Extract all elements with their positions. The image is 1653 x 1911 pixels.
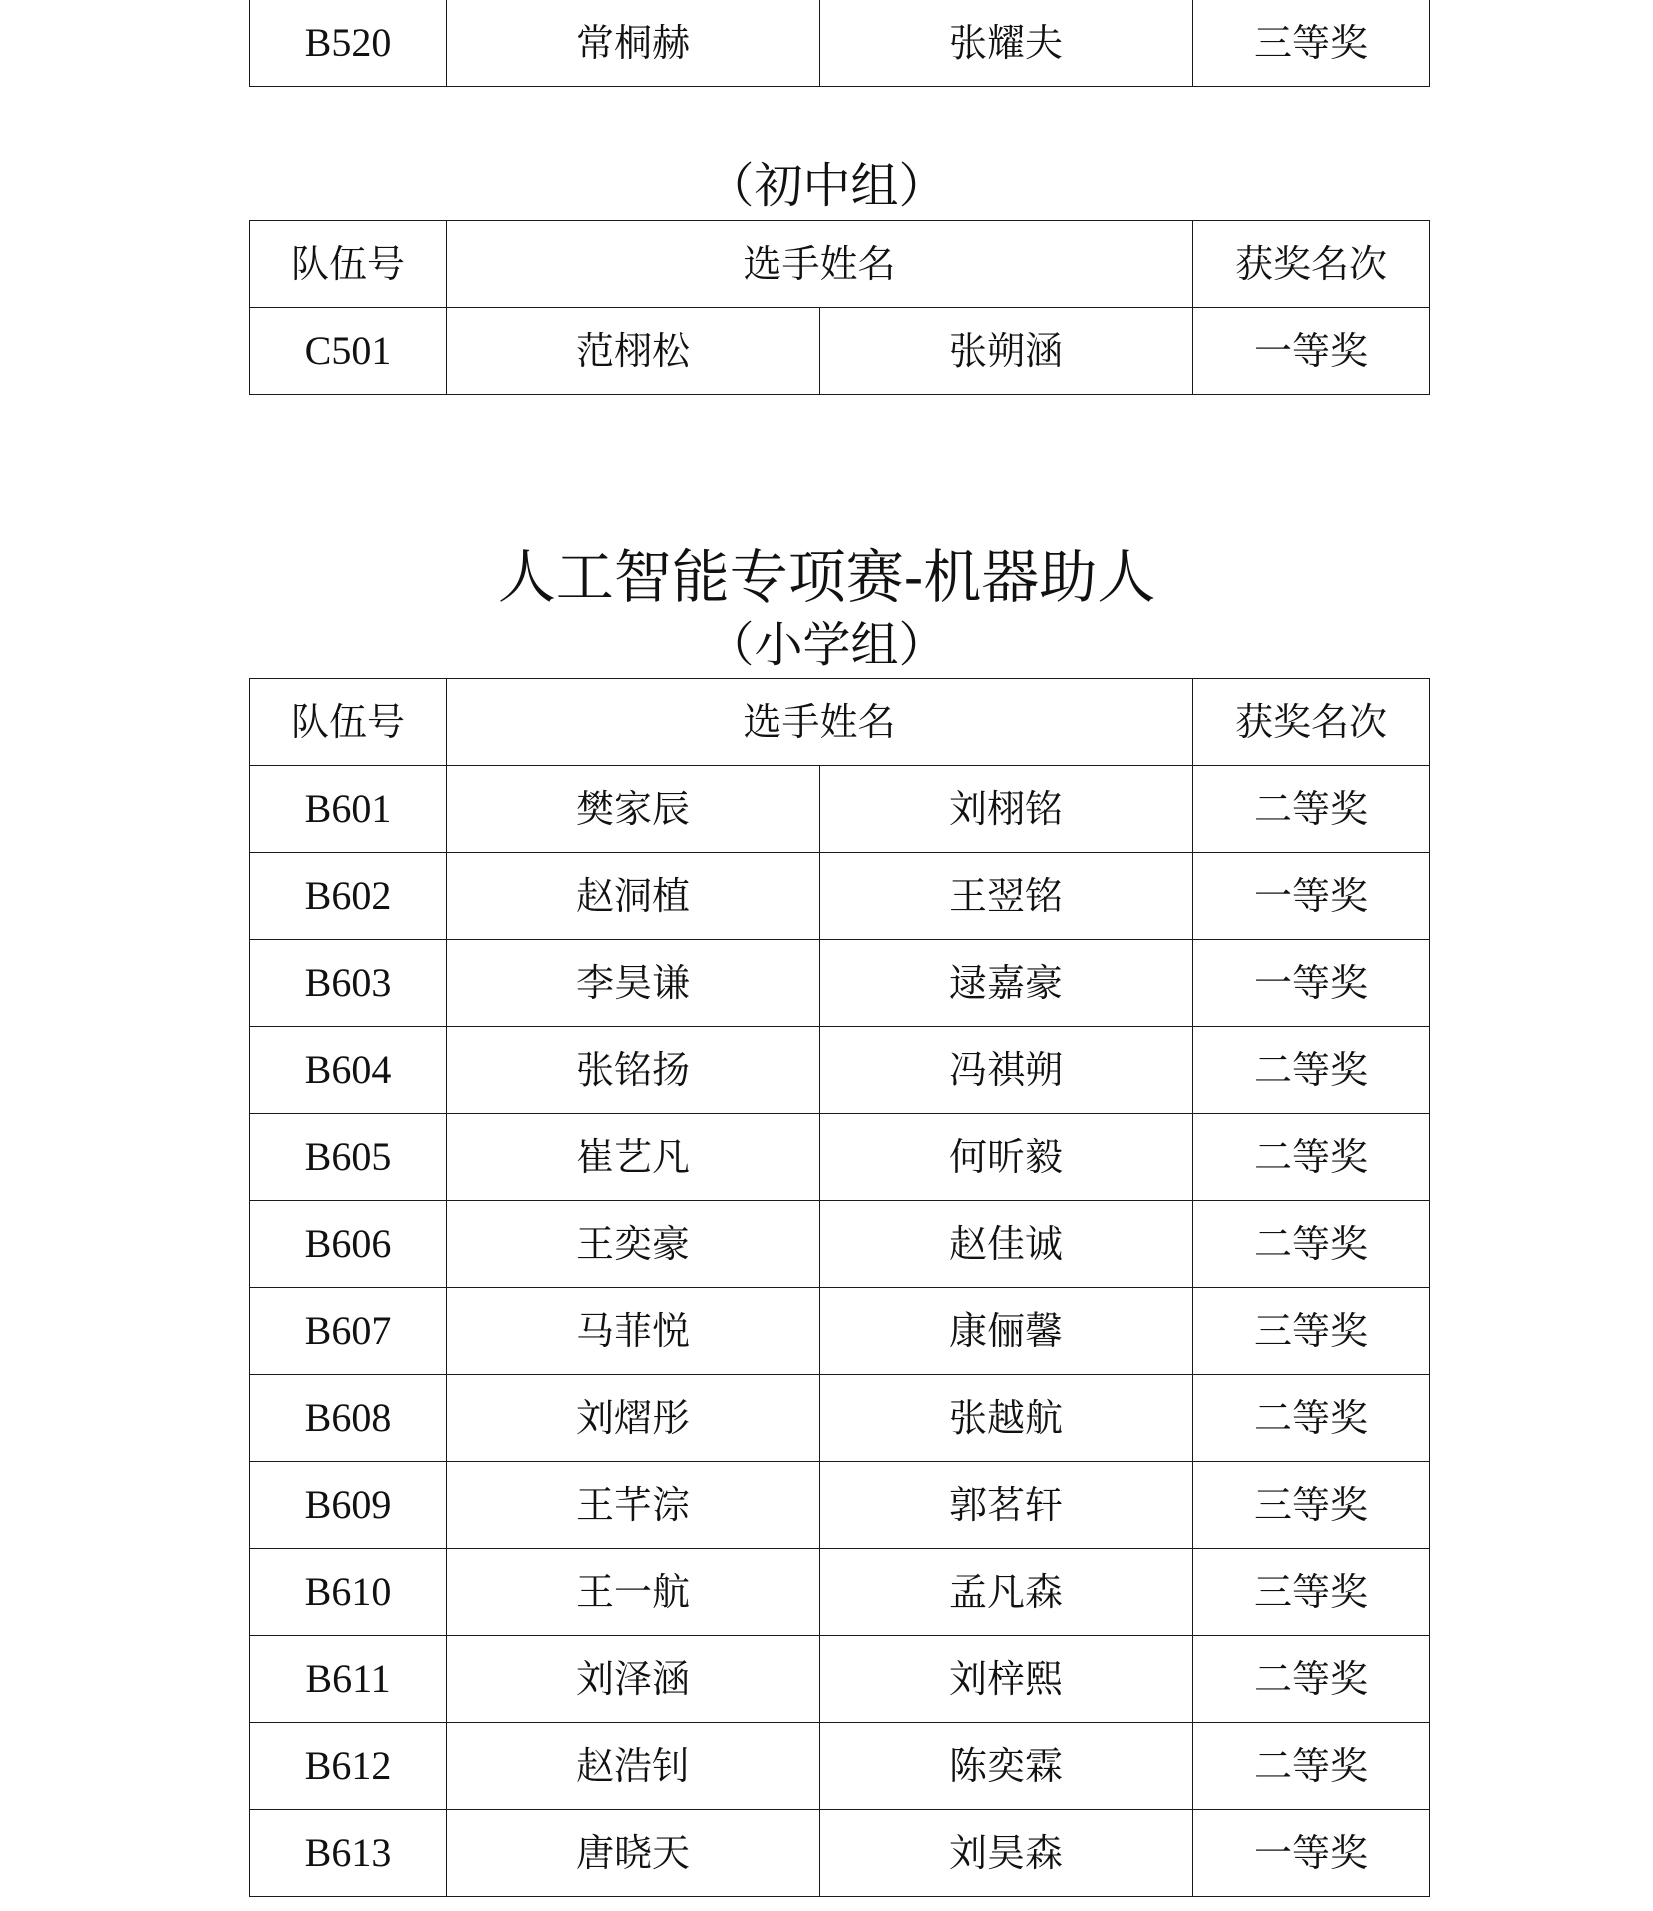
team-number-cell: B601 [250, 766, 447, 853]
table-row [250, 308, 1430, 395]
player-name-cell: 张耀夫 [820, 0, 1193, 87]
award-cell: 三等奖 [1193, 1549, 1430, 1636]
award-cell: 二等奖 [1193, 1027, 1430, 1114]
player-name-cell: 刘泽涵 [447, 1636, 820, 1723]
award-cell: 三等奖 [1193, 1462, 1430, 1549]
award-cell: 二等奖 [1193, 1201, 1430, 1288]
team-number-cell: B613 [250, 1810, 447, 1897]
table-row [250, 1636, 1430, 1723]
team-number-cell: B603 [250, 940, 447, 1027]
player-name-cell: 刘熠彤 [447, 1375, 820, 1462]
team-number-cell: C501 [250, 308, 447, 395]
table-row [250, 1462, 1430, 1549]
table-row [250, 1201, 1430, 1288]
player-name-cell: 马菲悦 [447, 1288, 820, 1375]
award-cell: 三等奖 [1193, 1288, 1430, 1375]
team-number-cell: B606 [250, 1201, 447, 1288]
player-name-cell: 李昊谦 [447, 940, 820, 1027]
award-cell: 一等奖 [1193, 308, 1430, 395]
player-name-cell: 冯祺朔 [820, 1027, 1193, 1114]
award-cell: 三等奖 [1193, 0, 1430, 87]
award-cell: 一等奖 [1193, 940, 1430, 1027]
table-row [250, 1027, 1430, 1114]
team-number-header: 队伍号 [250, 221, 447, 308]
player-name-cell: 郭茗轩 [820, 1462, 1193, 1549]
team-number-cell: B607 [250, 1288, 447, 1375]
robot-award-table [249, 678, 1430, 1897]
award-cell: 二等奖 [1193, 1114, 1430, 1201]
team-number-cell: B520 [250, 0, 447, 87]
award-cell: 二等奖 [1193, 1636, 1430, 1723]
award-cell: 一等奖 [1193, 1810, 1430, 1897]
player-name-cell: 王翌铭 [820, 853, 1193, 940]
player-name-cell: 刘梓熙 [820, 1636, 1193, 1723]
player-name-cell: 王一航 [447, 1549, 820, 1636]
player-name-cell: 赵佳诚 [820, 1201, 1193, 1288]
team-number-header: 队伍号 [250, 679, 447, 766]
player-name-cell: 赵洞植 [447, 853, 820, 940]
player-name-cell: 孟凡森 [820, 1549, 1193, 1636]
table-row [250, 853, 1430, 940]
primary-group-label: （小学组） [706, 617, 947, 673]
player-name-cell: 唐晓天 [447, 1810, 820, 1897]
junior-group-label: （初中组） [706, 158, 947, 214]
award-cell: 二等奖 [1193, 1375, 1430, 1462]
team-number-cell: B602 [250, 853, 447, 940]
table-row [250, 1723, 1430, 1810]
team-number-cell: B612 [250, 1723, 447, 1810]
table-row [250, 1549, 1430, 1636]
team-number-cell: B608 [250, 1375, 447, 1462]
award-header: 获奖名次 [1193, 679, 1430, 766]
team-number-cell: B611 [250, 1636, 447, 1723]
table-header-row [250, 679, 1430, 766]
player-name-cell: 刘昊森 [820, 1810, 1193, 1897]
player-name-cell: 常桐赫 [447, 0, 820, 87]
player-names-header: 选手姓名 [447, 221, 1193, 308]
player-name-cell: 赵浩钊 [447, 1723, 820, 1810]
table-row [250, 0, 1430, 87]
player-name-cell: 崔艺凡 [447, 1114, 820, 1201]
player-name-cell: 刘栩铭 [820, 766, 1193, 853]
player-name-cell: 王奕豪 [447, 1201, 820, 1288]
player-names-header: 选手姓名 [447, 679, 1193, 766]
player-name-cell: 陈奕霖 [820, 1723, 1193, 1810]
team-number-cell: B604 [250, 1027, 447, 1114]
section-title: 人工智能专项赛-机器助人 [497, 543, 1156, 611]
table-row [250, 940, 1430, 1027]
player-name-cell: 张越航 [820, 1375, 1193, 1462]
award-cell: 二等奖 [1193, 766, 1430, 853]
team-number-cell: B605 [250, 1114, 447, 1201]
award-header: 获奖名次 [1193, 221, 1430, 308]
player-name-cell: 何昕毅 [820, 1114, 1193, 1201]
table-row [250, 1114, 1430, 1201]
player-name-cell: 王芊淙 [447, 1462, 820, 1549]
top-award-table [249, 0, 1430, 87]
player-name-cell: 逯嘉豪 [820, 940, 1193, 1027]
player-name-cell: 康俪馨 [820, 1288, 1193, 1375]
table-row [250, 1810, 1430, 1897]
table-row [250, 1375, 1430, 1462]
table-row [250, 766, 1430, 853]
award-cell: 二等奖 [1193, 1723, 1430, 1810]
team-number-cell: B609 [250, 1462, 447, 1549]
player-name-cell: 张铭扬 [447, 1027, 820, 1114]
award-cell: 一等奖 [1193, 853, 1430, 940]
player-name-cell: 范栩松 [447, 308, 820, 395]
player-name-cell: 樊家辰 [447, 766, 820, 853]
junior-award-table [249, 220, 1430, 395]
player-name-cell: 张朔涵 [820, 308, 1193, 395]
table-row [250, 1288, 1430, 1375]
table-header-row [250, 221, 1430, 308]
team-number-cell: B610 [250, 1549, 447, 1636]
